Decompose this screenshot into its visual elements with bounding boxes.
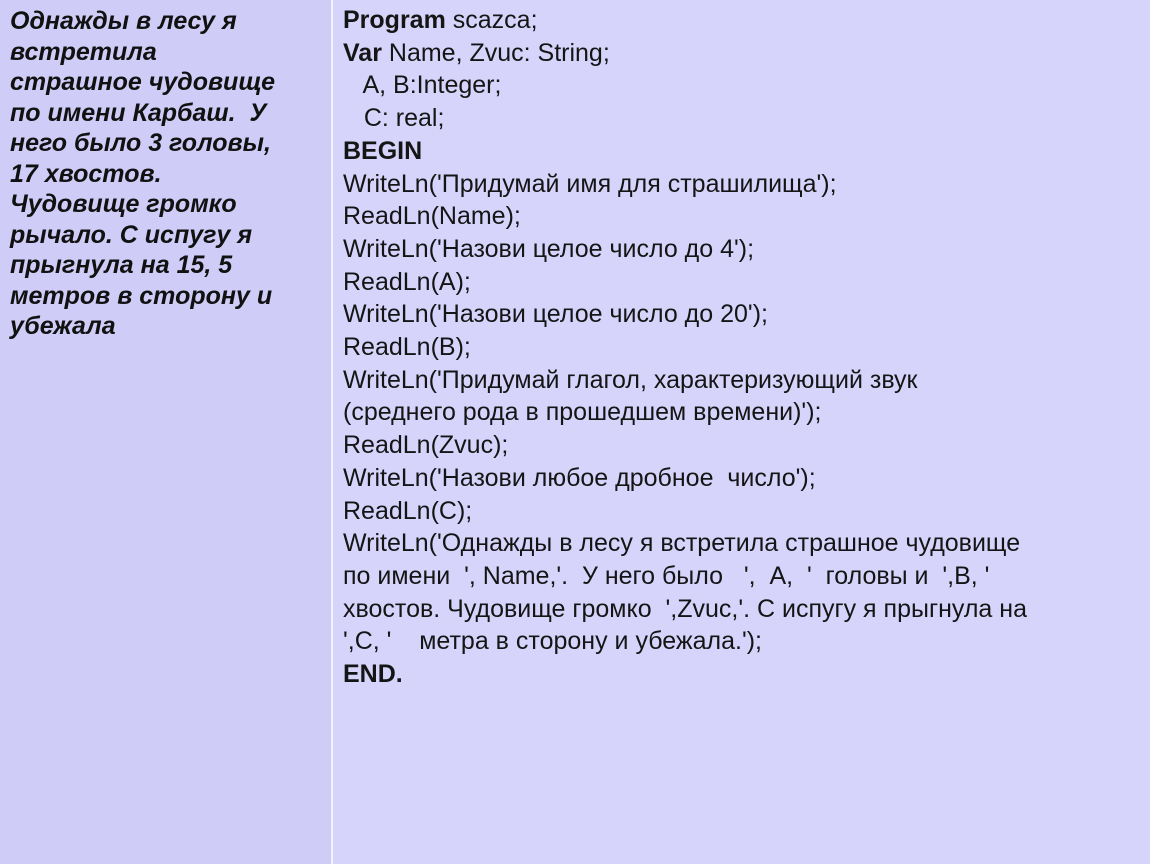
code-line: (среднего рода в прошедшем времени)');	[343, 398, 822, 427]
code-line: ReadLn(Name);	[343, 202, 521, 231]
story-line: него было 3 головы,	[10, 129, 271, 157]
story-text	[10, 6, 328, 342]
story-line: Чудовище громко	[10, 190, 237, 218]
keyword-end: END.	[343, 660, 403, 689]
code-line: WriteLn('Однажды в лесу я встретила страшное чудовище	[343, 529, 1021, 558]
code-line: ReadLn(Zvuc);	[343, 431, 509, 460]
program-name: scazca;	[445, 6, 538, 34]
story-line: прыгнула на 15, 5	[10, 251, 233, 279]
keyword-var: Var	[343, 38, 382, 67]
code-line: WriteLn('Придумай глагол, характеризующий звук	[343, 365, 918, 394]
story-line: рычало. С испугу я	[10, 220, 253, 249]
code-line: хвостов. Чудовище громко ',Zvuc,'. С испугу я прыгнула на	[343, 594, 1027, 623]
code-line: ReadLn(B);	[343, 333, 471, 362]
var-declaration: Name, Zvuc: String;	[381, 38, 610, 67]
story-line: 17 хвостов.	[10, 159, 162, 188]
code-line: WriteLn('Назови любое дробное число');	[343, 463, 816, 492]
code-line: A, B:Integer;	[343, 71, 502, 100]
code-line: ',C, ' метра в сторону и убежала.');	[343, 627, 763, 656]
story-line: Однажды в лесу я	[10, 7, 237, 35]
story-line: по имени Карбаш. У	[10, 98, 267, 127]
code-line: ReadLn(C);	[343, 496, 473, 525]
column-divider	[331, 0, 333, 864]
code-line: ReadLn(A);	[343, 267, 471, 296]
keyword-begin: BEGIN	[343, 136, 423, 165]
code-line: по имени ', Name,'. У него было ', A, ' головы и ',B, '	[343, 561, 990, 590]
code-line: WriteLn('Придумай имя для страшилища');	[343, 169, 837, 198]
code-line	[343, 4, 1143, 37]
code-line: WriteLn('Назови целое число до 4');	[343, 234, 755, 263]
code-line	[343, 37, 1143, 70]
code-line: C: real;	[343, 104, 445, 133]
story-line: метров в сторону и	[10, 281, 273, 310]
story-column	[0, 0, 331, 864]
keyword-program: Program	[343, 6, 446, 34]
program-code	[343, 4, 1143, 691]
story-line: страшное чудовище	[10, 68, 275, 96]
story-line: встретила	[10, 37, 157, 66]
story-line: убежала	[10, 312, 116, 340]
code-line: WriteLn('Назови целое число до 20');	[343, 300, 768, 329]
